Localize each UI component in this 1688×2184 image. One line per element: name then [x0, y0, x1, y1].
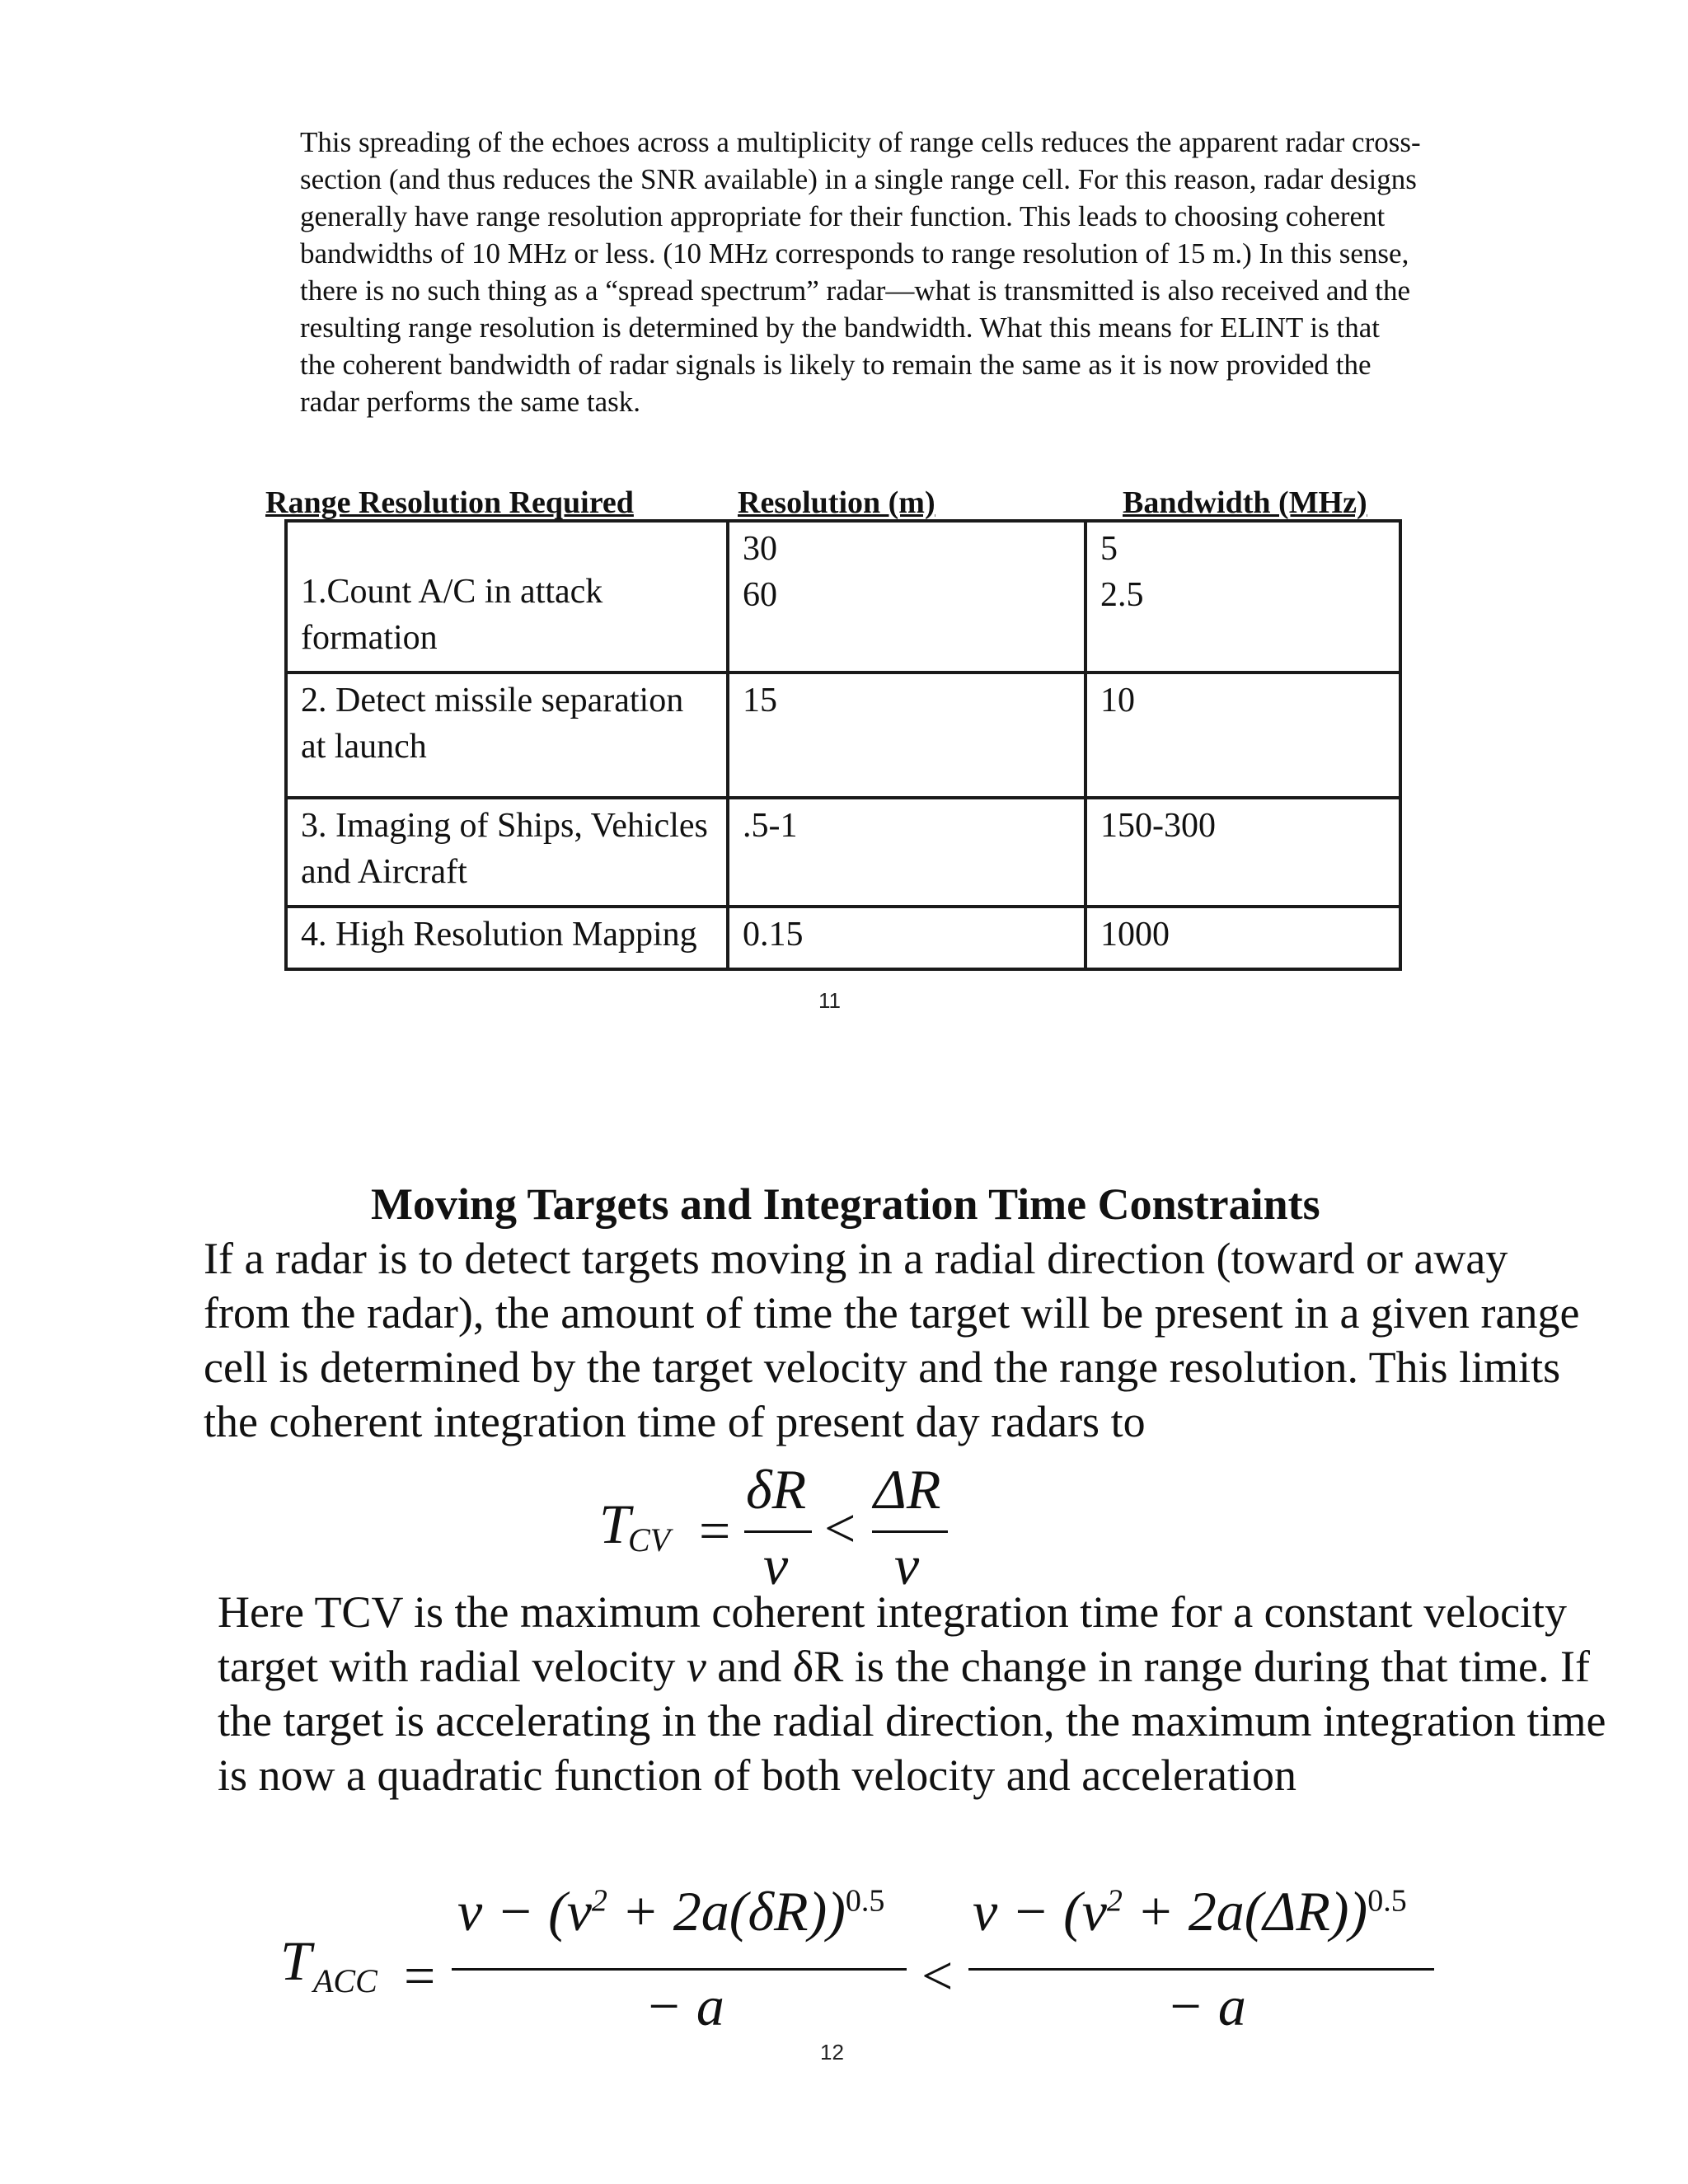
- page-number-11: 11: [818, 993, 841, 1013]
- section-paragraph-1: If a radar is to detect targets moving in a radial direction (toward or away from the radar), the amount of time the target will be present in a given range cell is determined by the target velocity and the range resolution. This limits the coherent integration time of present day radars to: [204, 1234, 1580, 1446]
- section-heading: Moving Targets and Integration Time Constraints: [371, 1179, 1320, 1229]
- column-header-resolution: Resolution (m): [738, 485, 935, 520]
- table-row: [286, 673, 1400, 798]
- intro-paragraph: This spreading of the echoes across a multiplicity of range cells reduces the apparent radar cross-section (and thus reduces the SNR available) in a single range cell. For this reason, radar designs generally have range resolution appropriate for their function. This leads to choosing coherent bandwidths of 10 MHz or less. (10 MHz corresponds to range resolution of 15 m.) In this sense, there is no such thing as a “spread spectrum” radar—what is transmitted is also received and the resulting range resolution is determined by the bandwidth. What this means for ELINT is that the coherent bandwidth of radar signals is likely to remain the same as it is now provided the radar performs the same task.: [300, 126, 1421, 418]
- table-cell-task: 4. High Resolution Mapping: [286, 907, 728, 969]
- resolution-table: [284, 519, 1402, 971]
- table-cell-task: 1.Count A/C in attack formation: [286, 521, 728, 673]
- table-cell-task: 3. Imaging of Ships, Vehicles and Aircraft: [286, 798, 728, 907]
- table-cell-bandwidth: 1000: [1085, 907, 1400, 969]
- table-cell-resolution: 30 60: [728, 521, 1085, 673]
- section-paragraph-2: Here TCV is the maximum coherent integration time for a constant velocity target with radial velocity v and δR is the change in range during that time. If the target is accelerating in the radial direction, the maximum integration time is now a quadratic function of both velocity and acceleration: [218, 1587, 1606, 1800]
- column-header-bandwidth: Bandwidth (MHz): [1123, 485, 1367, 520]
- table-row: [286, 907, 1400, 969]
- column-header-task: Range Resolution Required: [265, 485, 634, 520]
- table-cell-bandwidth: 10: [1085, 673, 1400, 798]
- table-cell-task: 2. Detect missile separation at launch: [286, 673, 728, 798]
- table-row: [286, 521, 1400, 673]
- table-cell-resolution: 15: [728, 673, 1085, 798]
- page-number-12: 12: [820, 2040, 844, 2064]
- table-cell-bandwidth: 5 2.5: [1085, 521, 1400, 673]
- table-row: [286, 798, 1400, 907]
- table-cell-resolution: 0.15: [728, 907, 1085, 969]
- table-cell-resolution: .5-1: [728, 798, 1085, 907]
- table-cell-bandwidth: 150-300: [1085, 798, 1400, 907]
